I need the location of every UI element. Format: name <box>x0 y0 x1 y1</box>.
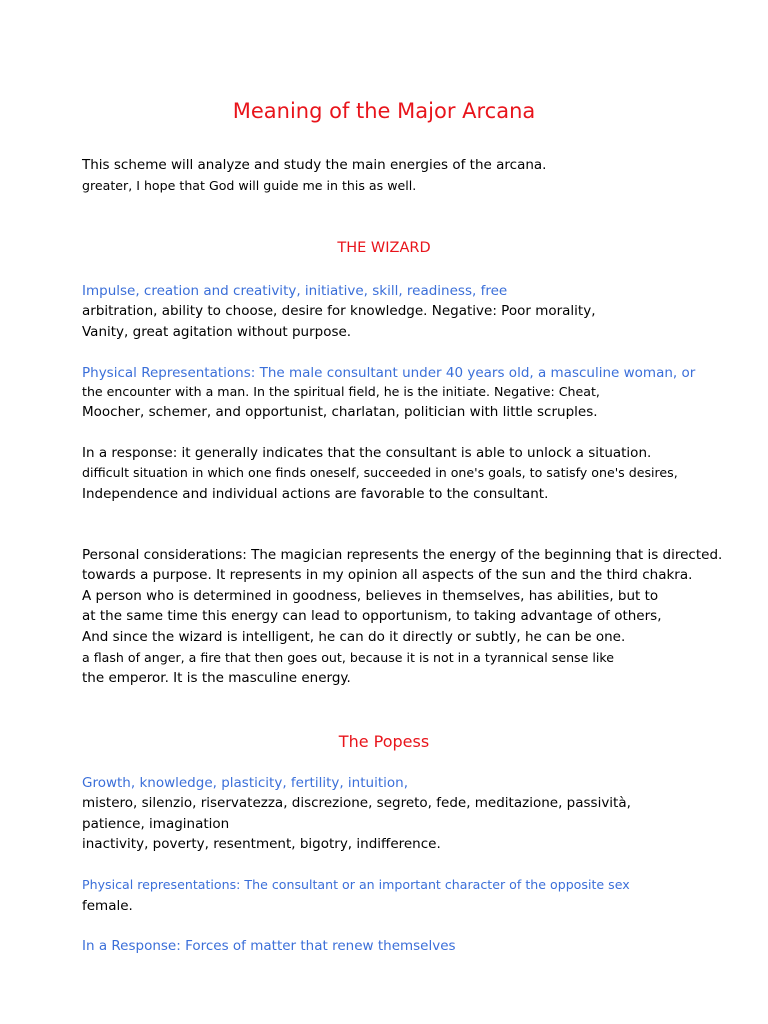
popess-keywords-line: mistero, silenzio, riservatezza, discrezione, segreto, fede, meditazione, passività, <box>82 795 631 811</box>
wizard-keywords-line: arbitration, ability to choose, desire for knowledge. Negative: Poor morality, <box>82 303 596 319</box>
intro-line-2: greater, I hope that God will guide me in this as well. <box>82 178 417 193</box>
wizard-personal-line: at the same time this energy can lead to opportunism, to taking advantage of others, <box>82 608 662 624</box>
popess-keywords-line: inactivity, poverty, resentment, bigotry, indifference. <box>82 836 441 852</box>
wizard-response-line: Independence and individual actions are favorable to the consultant. <box>82 486 549 502</box>
popess-response-line: In a Response: Forces of matter that renew themselves <box>82 938 456 954</box>
section-heading-popess: The Popess <box>338 732 430 751</box>
wizard-personal-line: Personal considerations: The magician represents the energy of the beginning that is directed. <box>82 547 723 563</box>
wizard-physical-line: Moocher, schemer, and opportunist, charlatan, politician with little scruples. <box>82 404 598 420</box>
section-heading-wizard: THE WIZARD <box>337 240 431 256</box>
wizard-physical-line: the encounter with a man. In the spiritual field, he is the initiate. Negative: Cheat, <box>82 384 600 399</box>
intro-line-1: This scheme will analyze and study the main energies of the arcana. <box>82 157 547 173</box>
popess-physical-line: Physical representations: The consultant or an important character of the opposite sex <box>82 877 630 892</box>
popess-physical-line: female. <box>82 898 133 914</box>
wizard-personal-line: And since the wizard is intelligent, he can do it directly or subtly, he can be one. <box>82 629 626 645</box>
popess-keywords-line: patience, imagination <box>82 816 230 832</box>
wizard-keywords-line: Vanity, great agitation without purpose. <box>82 324 352 340</box>
wizard-personal-line: the emperor. It is the masculine energy. <box>82 670 351 686</box>
wizard-response-line: In a response: it generally indicates that the consultant is able to unlock a situation. <box>82 445 652 461</box>
wizard-personal-line: a flash of anger, a fire that then goes out, because it is not in a tyrannical sense like <box>82 650 614 665</box>
wizard-response-line: difficult situation in which one finds oneself, succeeded in one's goals, to satisfy one's desires, <box>82 465 678 480</box>
page-title: Meaning of the Major Arcana <box>232 99 536 123</box>
wizard-personal-line: towards a purpose. It represents in my opinion all aspects of the sun and the third chakra. <box>82 567 693 583</box>
wizard-keywords-line: Impulse, creation and creativity, initiative, skill, readiness, free <box>82 283 508 299</box>
wizard-physical-line: Physical Representations: The male consultant under 40 years old, a masculine woman, or <box>82 365 696 381</box>
popess-keywords-line: Growth, knowledge, plasticity, fertility, intuition, <box>82 775 408 791</box>
wizard-personal-line: A person who is determined in goodness, believes in themselves, has abilities, but to <box>82 588 659 604</box>
